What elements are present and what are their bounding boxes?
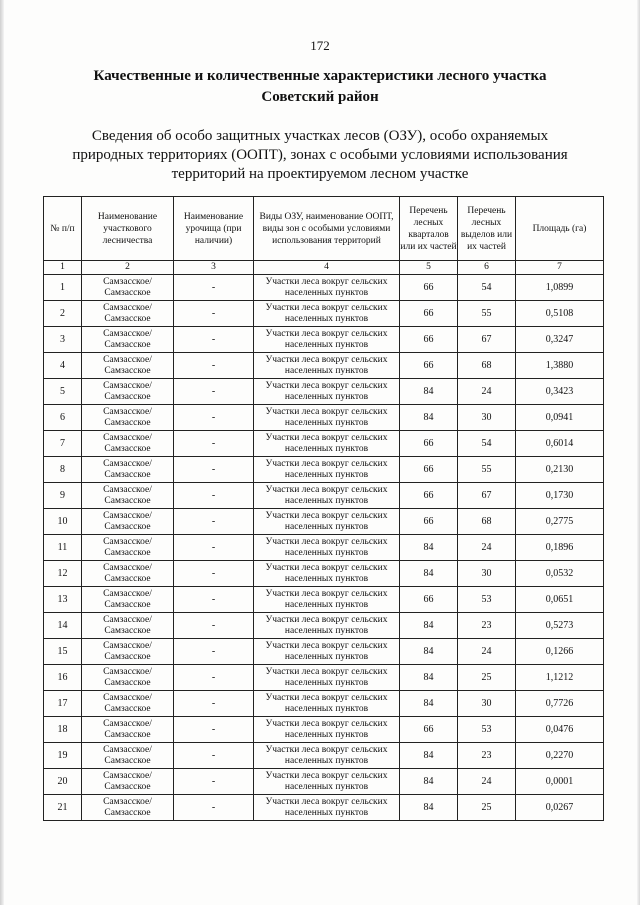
zone-type-cell: Участки леса вокруг сельских населенных пунктов — [254, 483, 400, 509]
section-heading — [0, 127, 640, 184]
quarter-cell: 84 — [400, 769, 458, 795]
quarter-cell: 66 — [400, 353, 458, 379]
allotment-cell: 30 — [458, 691, 516, 717]
table-row — [44, 535, 604, 561]
zone-type-cell: Участки леса вокруг сельских населенных пунктов — [254, 379, 400, 405]
header-cell: Наименование урочища (при наличии) — [174, 197, 254, 261]
forestry-name-cell: Самзасское/ Самзасское — [82, 483, 174, 509]
quarter-cell: 84 — [400, 795, 458, 821]
zone-type-cell: Участки леса вокруг сельских населенных пунктов — [254, 509, 400, 535]
forestry-name-cell: Самзасское/ Самзасское — [82, 743, 174, 769]
column-number-row — [44, 261, 604, 275]
tract-name-cell: - — [174, 353, 254, 379]
quarter-cell: 66 — [400, 301, 458, 327]
tract-name-cell: - — [174, 301, 254, 327]
forestry-name-cell: Самзасское/ Самзасское — [82, 587, 174, 613]
quarter-cell: 66 — [400, 457, 458, 483]
table-row — [44, 379, 604, 405]
quarter-cell: 66 — [400, 509, 458, 535]
tract-name-cell: - — [174, 639, 254, 665]
column-number: 6 — [458, 261, 516, 275]
quarter-cell: 66 — [400, 431, 458, 457]
allotment-cell: 68 — [458, 509, 516, 535]
area-cell: 0,0267 — [516, 795, 604, 821]
subtitle-line-1: Сведения об особо защитных участках лесов (ОЗУ), особо охраняемых — [91, 128, 549, 144]
tract-name-cell: - — [174, 275, 254, 301]
forestry-name-cell: Самзасское/ Самзасское — [82, 275, 174, 301]
table-row — [44, 587, 604, 613]
table-row — [44, 795, 604, 821]
row-number-cell: 16 — [44, 665, 82, 691]
area-cell: 0,3423 — [516, 379, 604, 405]
forestry-name-cell: Самзасское/ Самзасское — [82, 327, 174, 353]
row-number-cell: 1 — [44, 275, 82, 301]
tract-name-cell: - — [174, 327, 254, 353]
quarter-cell: 84 — [400, 613, 458, 639]
area-cell: 0,2775 — [516, 509, 604, 535]
area-cell: 0,7726 — [516, 691, 604, 717]
column-number: 2 — [82, 261, 174, 275]
zone-type-cell: Участки леса вокруг сельских населенных пунктов — [254, 353, 400, 379]
table-row — [44, 717, 604, 743]
forestry-name-cell: Самзасское/ Самзасское — [82, 795, 174, 821]
table-row — [44, 769, 604, 795]
zone-type-cell: Участки леса вокруг сельских населенных пунктов — [254, 561, 400, 587]
zone-type-cell: Участки леса вокруг сельских населенных пунктов — [254, 613, 400, 639]
forestry-name-cell: Самзасское/ Самзасское — [82, 431, 174, 457]
zone-type-cell: Участки леса вокруг сельских населенных пунктов — [254, 665, 400, 691]
title-line-2: Советский район — [261, 89, 379, 105]
zone-type-cell: Участки леса вокруг сельских населенных пунктов — [254, 327, 400, 353]
allotment-cell: 23 — [458, 743, 516, 769]
area-cell: 0,6014 — [516, 431, 604, 457]
table-row — [44, 457, 604, 483]
tract-name-cell: - — [174, 743, 254, 769]
tract-name-cell: - — [174, 665, 254, 691]
allotment-cell: 67 — [458, 483, 516, 509]
row-number-cell: 7 — [44, 431, 82, 457]
zone-type-cell: Участки леса вокруг сельских населенных пунктов — [254, 431, 400, 457]
area-cell: 1,0899 — [516, 275, 604, 301]
row-number-cell: 9 — [44, 483, 82, 509]
table-row — [44, 561, 604, 587]
allotment-cell: 25 — [458, 665, 516, 691]
table-row — [44, 639, 604, 665]
area-cell: 0,0941 — [516, 405, 604, 431]
allotment-cell: 54 — [458, 431, 516, 457]
quarter-cell: 66 — [400, 717, 458, 743]
zone-type-cell: Участки леса вокруг сельских населенных пунктов — [254, 795, 400, 821]
header-cell: Перечень лесных кварталов или их частей — [400, 197, 458, 261]
row-number-cell: 5 — [44, 379, 82, 405]
area-cell: 1,1212 — [516, 665, 604, 691]
forestry-name-cell: Самзасское/ Самзасское — [82, 639, 174, 665]
quarter-cell: 84 — [400, 743, 458, 769]
column-number: 3 — [174, 261, 254, 275]
allotment-cell: 67 — [458, 327, 516, 353]
zone-type-cell: Участки леса вокруг сельских населенных пунктов — [254, 743, 400, 769]
quarter-cell: 84 — [400, 639, 458, 665]
tract-name-cell: - — [174, 717, 254, 743]
quarter-cell: 84 — [400, 405, 458, 431]
tract-name-cell: - — [174, 457, 254, 483]
area-cell: 0,1266 — [516, 639, 604, 665]
row-number-cell: 21 — [44, 795, 82, 821]
header-cell: Перечень лесных выделов или их частей — [458, 197, 516, 261]
zone-type-cell: Участки леса вокруг сельских населенных пунктов — [254, 587, 400, 613]
table-row — [44, 275, 604, 301]
title-line-1: Качественные и количественные характеристики лесного участка — [93, 68, 547, 84]
forestry-name-cell: Самзасское/ Самзасское — [82, 301, 174, 327]
row-number-cell: 15 — [44, 639, 82, 665]
row-number-cell: 17 — [44, 691, 82, 717]
row-number-cell: 3 — [44, 327, 82, 353]
allotment-cell: 55 — [458, 457, 516, 483]
area-cell: 0,0532 — [516, 561, 604, 587]
forestry-name-cell: Самзасское/ Самзасское — [82, 405, 174, 431]
allotment-cell: 68 — [458, 353, 516, 379]
table-row — [44, 509, 604, 535]
allotment-cell: 25 — [458, 795, 516, 821]
tract-name-cell: - — [174, 509, 254, 535]
forestry-name-cell: Самзасское/ Самзасское — [82, 509, 174, 535]
forestry-name-cell: Самзасское/ Самзасское — [82, 535, 174, 561]
allotment-cell: 23 — [458, 613, 516, 639]
tract-name-cell: - — [174, 483, 254, 509]
table-row — [44, 301, 604, 327]
document-title — [0, 66, 640, 108]
area-cell: 0,5273 — [516, 613, 604, 639]
characteristics-table — [43, 196, 604, 821]
forestry-name-cell: Самзасское/ Самзасское — [82, 691, 174, 717]
row-number-cell: 6 — [44, 405, 82, 431]
table-row — [44, 483, 604, 509]
row-number-cell: 20 — [44, 769, 82, 795]
table-row — [44, 665, 604, 691]
zone-type-cell: Участки леса вокруг сельских населенных пунктов — [254, 717, 400, 743]
tract-name-cell: - — [174, 561, 254, 587]
area-cell: 1,3880 — [516, 353, 604, 379]
page-number: 172 — [310, 38, 330, 53]
area-cell: 0,1730 — [516, 483, 604, 509]
forestry-name-cell: Самзасское/ Самзасское — [82, 561, 174, 587]
column-number: 1 — [44, 261, 82, 275]
quarter-cell: 84 — [400, 665, 458, 691]
area-cell: 0,2130 — [516, 457, 604, 483]
forestry-name-cell: Самзасское/ Самзасское — [82, 353, 174, 379]
table-row — [44, 691, 604, 717]
row-number-cell: 18 — [44, 717, 82, 743]
table-row — [44, 431, 604, 457]
quarter-cell: 84 — [400, 691, 458, 717]
tract-name-cell: - — [174, 535, 254, 561]
row-number-cell: 8 — [44, 457, 82, 483]
tract-name-cell: - — [174, 769, 254, 795]
allotment-cell: 30 — [458, 405, 516, 431]
area-cell: 0,0001 — [516, 769, 604, 795]
quarter-cell: 66 — [400, 327, 458, 353]
header-cell: Наименование участкового лесничества — [82, 197, 174, 261]
table-row — [44, 743, 604, 769]
allotment-cell: 24 — [458, 639, 516, 665]
table-header-row — [44, 197, 604, 261]
zone-type-cell: Участки леса вокруг сельских населенных пунктов — [254, 769, 400, 795]
zone-type-cell: Участки леса вокруг сельских населенных пунктов — [254, 457, 400, 483]
allotment-cell: 54 — [458, 275, 516, 301]
quarter-cell: 66 — [400, 587, 458, 613]
table-row — [44, 327, 604, 353]
forestry-name-cell: Самзасское/ Самзасское — [82, 665, 174, 691]
forestry-name-cell: Самзасское/ Самзасское — [82, 769, 174, 795]
table-row — [44, 613, 604, 639]
forestry-name-cell: Самзасское/ Самзасское — [82, 379, 174, 405]
row-number-cell: 2 — [44, 301, 82, 327]
area-cell: 0,5108 — [516, 301, 604, 327]
row-number-cell: 14 — [44, 613, 82, 639]
tract-name-cell: - — [174, 405, 254, 431]
row-number-cell: 11 — [44, 535, 82, 561]
quarter-cell: 84 — [400, 535, 458, 561]
allotment-cell: 24 — [458, 769, 516, 795]
tract-name-cell: - — [174, 691, 254, 717]
tract-name-cell: - — [174, 431, 254, 457]
zone-type-cell: Участки леса вокруг сельских населенных пунктов — [254, 639, 400, 665]
area-cell: 0,2270 — [516, 743, 604, 769]
row-number-cell: 10 — [44, 509, 82, 535]
subtitle-line-3: территорий на проектируемом лесном участке — [171, 166, 469, 182]
allotment-cell: 30 — [458, 561, 516, 587]
quarter-cell: 66 — [400, 275, 458, 301]
allotment-cell: 53 — [458, 717, 516, 743]
area-cell: 0,0651 — [516, 587, 604, 613]
table-row — [44, 405, 604, 431]
zone-type-cell: Участки леса вокруг сельских населенных пунктов — [254, 301, 400, 327]
allotment-cell: 55 — [458, 301, 516, 327]
area-cell: 0,0476 — [516, 717, 604, 743]
zone-type-cell: Участки леса вокруг сельских населенных пунктов — [254, 275, 400, 301]
row-number-cell: 19 — [44, 743, 82, 769]
quarter-cell: 84 — [400, 379, 458, 405]
area-cell: 0,3247 — [516, 327, 604, 353]
zone-type-cell: Участки леса вокруг сельских населенных пунктов — [254, 691, 400, 717]
column-number: 5 — [400, 261, 458, 275]
area-cell: 0,1896 — [516, 535, 604, 561]
allotment-cell: 53 — [458, 587, 516, 613]
row-number-cell: 4 — [44, 353, 82, 379]
allotment-cell: 24 — [458, 535, 516, 561]
zone-type-cell: Участки леса вокруг сельских населенных пунктов — [254, 405, 400, 431]
row-number-cell: 12 — [44, 561, 82, 587]
quarter-cell: 66 — [400, 483, 458, 509]
column-number: 4 — [254, 261, 400, 275]
header-cell: № п/п — [44, 197, 82, 261]
tract-name-cell: - — [174, 379, 254, 405]
header-cell: Виды ОЗУ, наименование ООПТ, виды зон с особыми условиями использования территорий — [254, 197, 400, 261]
subtitle-line-2: природных территориях (ООПТ), зонах с особыми условиями использования — [72, 147, 568, 163]
tract-name-cell: - — [174, 587, 254, 613]
quarter-cell: 84 — [400, 561, 458, 587]
row-number-cell: 13 — [44, 587, 82, 613]
forestry-name-cell: Самзасское/ Самзасское — [82, 613, 174, 639]
tract-name-cell: - — [174, 613, 254, 639]
table-row — [44, 353, 604, 379]
column-number: 7 — [516, 261, 604, 275]
header-cell: Площадь (га) — [516, 197, 604, 261]
tract-name-cell: - — [174, 795, 254, 821]
forestry-name-cell: Самзасское/ Самзасское — [82, 717, 174, 743]
forestry-name-cell: Самзасское/ Самзасское — [82, 457, 174, 483]
allotment-cell: 24 — [458, 379, 516, 405]
zone-type-cell: Участки леса вокруг сельских населенных пунктов — [254, 535, 400, 561]
